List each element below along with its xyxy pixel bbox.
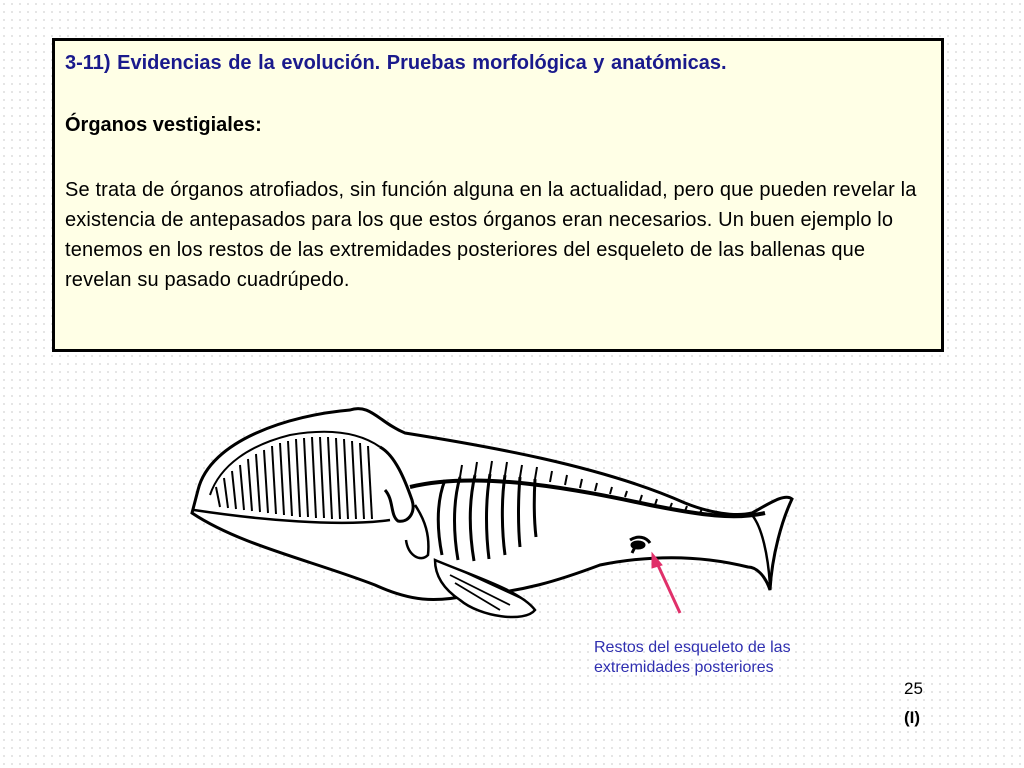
section-heading: Órganos vestigiales: — [65, 114, 262, 136]
whale-skeleton-illustration — [180, 395, 800, 655]
caption-line-1: Restos del esqueleto de las — [594, 639, 791, 656]
pointer-arrow — [652, 553, 680, 613]
body-paragraph: Se trata de órganos atrofiados, sin función alguna en la actualidad, pero que pueden revelar la existencia de antepasados para los que estos órganos eran necesarios. Un buen ejemplo lo tenemos en los restos de las extremidades posteriores del esqueleto de las ballenas que revelan su pasado cuadrúpedo. — [65, 179, 917, 291]
caption-line-2: extremidades posteriores — [594, 659, 774, 676]
page-number: 25 — [904, 679, 923, 698]
figure-caption — [594, 638, 791, 678]
page-mark: (I) — [904, 708, 921, 727]
slide-title: 3-11) Evidencias de la evolución. Pruebas morfológica y anatómicas. — [65, 52, 727, 74]
text-panel — [52, 38, 944, 352]
